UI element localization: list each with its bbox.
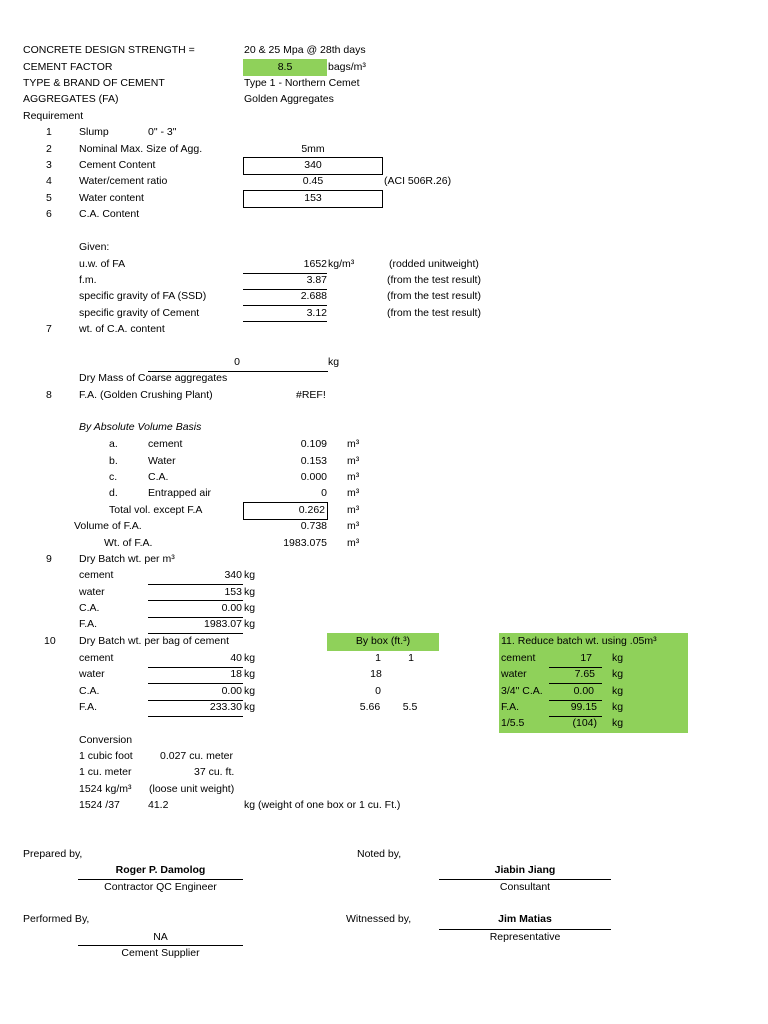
reduce-label: water xyxy=(501,668,527,680)
batch-value: 340 xyxy=(224,569,242,581)
cement-factor-value: 8.5 xyxy=(277,61,293,73)
conversion-text: 0.027 cu. meter xyxy=(160,750,233,762)
req-value: 153 xyxy=(304,192,322,204)
performed-label: Performed By, xyxy=(23,913,90,925)
perbag-label: C.A. xyxy=(79,685,100,697)
reduce-value: 7.65 xyxy=(574,668,595,680)
basis-letter: c. xyxy=(109,471,118,483)
basis-label: Water xyxy=(148,455,176,467)
item7-label: wt. of C.A. content xyxy=(79,323,165,335)
cement-type-label: TYPE & BRAND OF CEMENT xyxy=(23,77,165,89)
req-label: Water content xyxy=(79,192,144,204)
given-note: (rodded unitweight) xyxy=(389,258,479,270)
conversion-text: 1524 /37 xyxy=(79,799,120,811)
reduce-label: F.A. xyxy=(501,701,520,713)
underline xyxy=(148,716,243,717)
basis-letter: b. xyxy=(109,455,118,467)
box-count: 5.5 xyxy=(402,701,418,713)
prepared-title: Contractor QC Engineer xyxy=(104,881,217,893)
given-title: Given: xyxy=(79,241,110,253)
batch-label: F.A. xyxy=(79,618,98,630)
req-label: Slump xyxy=(79,126,109,138)
given-label: specific gravity of FA (SSD) xyxy=(79,290,207,302)
underline xyxy=(148,600,243,601)
req-extra: 0" - 3" xyxy=(148,126,177,138)
perbag-value: 18 xyxy=(230,668,242,680)
given-value: 3.87 xyxy=(306,274,327,286)
perbag-label: cement xyxy=(79,652,114,664)
conversion-text: 1 cubic foot xyxy=(79,750,133,762)
wt-fa-label: Wt. of F.A. xyxy=(104,537,153,549)
perbag-unit: kg xyxy=(244,652,256,664)
basis-unit: m³ xyxy=(347,455,360,467)
item7-value: 0 xyxy=(234,356,240,368)
conversion-text: 1 cu. meter xyxy=(79,766,132,778)
item9-label: Dry Batch wt. per m³ xyxy=(79,553,175,565)
req-num: 3 xyxy=(46,159,52,171)
aggregates-value: Golden Aggregates xyxy=(244,93,334,105)
perbag-value: 233.30 xyxy=(209,701,242,713)
underline xyxy=(148,633,243,634)
batch-value: 153 xyxy=(224,586,242,598)
req-value: 5mm xyxy=(301,143,325,155)
reduce-unit: kg xyxy=(612,652,624,664)
wt-fa-unit: m³ xyxy=(347,537,360,549)
given-note: (from the test result) xyxy=(387,274,481,286)
cement-factor-label: CEMENT FACTOR xyxy=(23,61,113,73)
vol-fa-value: 0.738 xyxy=(300,520,327,532)
req-num: 5 xyxy=(46,192,52,204)
batch-unit: kg xyxy=(244,586,256,598)
req-label: Cement Content xyxy=(79,159,156,171)
given-value: 3.12 xyxy=(306,307,327,319)
performed-title: Cement Supplier xyxy=(121,947,200,959)
underline xyxy=(549,683,602,684)
cement-type-value: Type 1 - Northern Cemet xyxy=(244,77,360,89)
perbag-label: water xyxy=(79,668,105,680)
reduce-title: 11. Reduce batch wt. using .05m³ xyxy=(501,635,657,647)
reduce-unit: kg xyxy=(612,701,624,713)
basis-value: 0 xyxy=(321,487,327,499)
batch-label: cement xyxy=(79,569,114,581)
item10-label: Dry Batch wt. per bag of cement xyxy=(79,635,229,647)
basis-unit: m³ xyxy=(347,438,360,450)
req-value: 340 xyxy=(304,159,322,171)
given-note: (from the test result) xyxy=(387,307,481,319)
item9-num: 9 xyxy=(46,553,52,565)
reduce-label: 1/5.5 xyxy=(501,717,525,729)
item7-unit: kg xyxy=(328,356,340,368)
underline xyxy=(148,683,243,684)
req-label: Water/cement ratio xyxy=(79,175,168,187)
witnessed-title: Representative xyxy=(489,931,561,943)
strength-label: CONCRETE DESIGN STRENGTH = xyxy=(23,44,195,56)
perbag-unit: kg xyxy=(244,701,256,713)
req-num: 2 xyxy=(46,143,52,155)
reduce-label: cement xyxy=(501,652,536,664)
conversion-text: (loose unit weight) xyxy=(149,783,235,795)
prepared-name: Roger P. Damolog xyxy=(115,864,206,876)
reduce-value: 99.15 xyxy=(570,701,597,713)
given-label: specific gravity of Cement xyxy=(79,307,200,319)
vol-fa-label: Volume of F.A. xyxy=(74,520,142,532)
req-value: 0.45 xyxy=(302,175,324,187)
batch-value: 1983.07 xyxy=(204,618,242,630)
given-note: (from the test result) xyxy=(387,290,481,302)
basis-unit: m³ xyxy=(347,487,360,499)
cement-factor-unit: bags/m³ xyxy=(328,61,366,73)
box-count: 18 xyxy=(370,668,382,680)
box-count: 1 xyxy=(408,652,414,664)
reduce-value: (104) xyxy=(572,717,597,729)
signature-line xyxy=(439,929,611,930)
batch-label: water xyxy=(79,586,105,598)
item7-num: 7 xyxy=(46,323,52,335)
perbag-value: 0.00 xyxy=(221,685,242,697)
requirement-label: Requirement xyxy=(23,110,84,122)
signature-line xyxy=(78,945,243,946)
item8-label: F.A. (Golden Crushing Plant) xyxy=(79,389,213,401)
noted-name: Jiabin Jiang xyxy=(494,864,556,876)
basis-value: 0.000 xyxy=(300,471,327,483)
item8-num: 8 xyxy=(46,389,52,401)
given-label: u.w. of FA xyxy=(79,258,126,270)
req-num: 1 xyxy=(46,126,52,138)
reduce-unit: kg xyxy=(612,668,624,680)
performed-name: NA xyxy=(153,931,168,943)
item7-caption: Dry Mass of Coarse aggregates xyxy=(79,372,228,384)
prepared-label: Prepared by, xyxy=(23,848,83,860)
noted-title: Consultant xyxy=(499,881,551,893)
batch-unit: kg xyxy=(244,569,256,581)
underline xyxy=(243,305,327,306)
basis-title: By Absolute Volume Basis xyxy=(79,421,202,433)
total-unit: m³ xyxy=(347,504,360,516)
signature-line xyxy=(78,879,243,880)
basis-value: 0.153 xyxy=(300,455,327,467)
conversion-text: 37 cu. ft. xyxy=(194,766,235,778)
noted-label: Noted by, xyxy=(357,848,402,860)
item8-value: #REF! xyxy=(296,389,326,401)
basis-letter: d. xyxy=(109,487,118,499)
basis-value: 0.109 xyxy=(300,438,327,450)
req-label: Nominal Max. Size of Agg. xyxy=(79,143,203,155)
signature-line xyxy=(439,879,611,880)
box-count: 5.66 xyxy=(359,701,381,713)
total-value: 0.262 xyxy=(298,504,325,516)
reduce-value: 17 xyxy=(580,652,592,664)
batch-value: 0.00 xyxy=(221,602,242,614)
wt-fa-value: 1983.075 xyxy=(283,537,327,549)
basis-unit: m³ xyxy=(347,471,360,483)
conversion-text: 41.2 xyxy=(148,799,169,811)
strength-value: 20 & 25 Mpa @ 28th days xyxy=(244,44,366,56)
req-note: (ACI 506R.26) xyxy=(384,175,452,187)
batch-unit: kg xyxy=(244,618,256,630)
reduce-unit: kg xyxy=(612,717,624,729)
underline xyxy=(243,321,327,322)
given-value: 2.688 xyxy=(300,290,327,302)
given-label: f.m. xyxy=(79,274,97,286)
box-count: 0 xyxy=(375,685,381,697)
perbag-unit: kg xyxy=(244,685,256,697)
total-label: Total vol. except F.A xyxy=(109,504,203,516)
req-num: 4 xyxy=(46,175,52,187)
underline xyxy=(148,584,243,585)
basis-label: Entrapped air xyxy=(148,487,212,499)
reduce-value: 0.00 xyxy=(573,685,594,697)
conversion-title: Conversion xyxy=(79,734,133,746)
reduce-unit: kg xyxy=(612,685,624,697)
aggregates-label: AGGREGATES (FA) xyxy=(23,93,119,105)
batch-unit: kg xyxy=(244,602,256,614)
req-label: C.A. Content xyxy=(79,208,140,220)
perbag-label: F.A. xyxy=(79,701,98,713)
conversion-text: kg (weight of one box or 1 cu. Ft.) xyxy=(244,799,401,811)
perbag-value: 40 xyxy=(230,652,242,664)
box-count: 1 xyxy=(375,652,381,664)
basis-label: cement xyxy=(148,438,183,450)
witnessed-name: Jim Matias xyxy=(498,913,552,925)
perbag-unit: kg xyxy=(244,668,256,680)
req-num: 6 xyxy=(46,208,52,220)
witnessed-label: Witnessed by, xyxy=(346,913,412,925)
given-value: 1652 xyxy=(303,258,327,270)
conversion-text: 1524 kg/m³ xyxy=(79,783,132,795)
bybox-title: By box (ft.³) xyxy=(355,635,411,647)
reduce-label: 3/4" C.A. xyxy=(501,685,543,697)
vol-fa-unit: m³ xyxy=(347,520,360,532)
item10-num: 10 xyxy=(44,635,56,647)
basis-label: C.A. xyxy=(148,471,169,483)
given-unit: kg/m³ xyxy=(328,258,355,270)
batch-label: C.A. xyxy=(79,602,100,614)
basis-letter: a. xyxy=(109,438,118,450)
